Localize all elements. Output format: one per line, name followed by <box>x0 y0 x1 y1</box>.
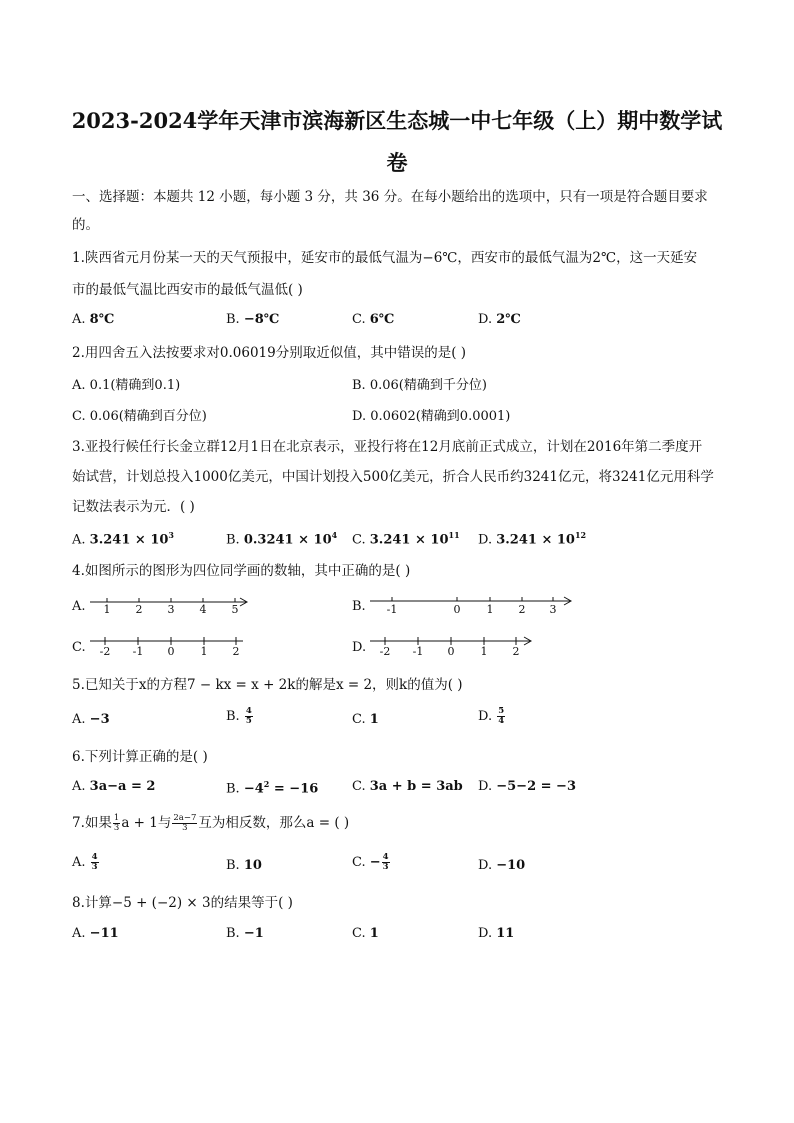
q3-option-d: D. $3.241 \times 10^{12}$ <box>478 530 587 548</box>
section-header-line-2: 的。 <box>72 217 99 233</box>
q4-number-line-d <box>368 634 538 664</box>
q4-number-line-b <box>368 592 578 622</box>
fraction: $\frac{1}{3}$ <box>113 813 120 833</box>
q3-option-a: A. $3.241 \times 10^3$ <box>72 530 174 548</box>
tick-label: 0 <box>447 645 455 658</box>
tick-label: 2 <box>518 603 526 616</box>
question-1-line-2: 市的最低气温比西安市的最低气温低( ) <box>72 282 303 298</box>
q7-option-b: B. 10 <box>226 858 262 873</box>
title-line-2: 卷 <box>386 150 408 175</box>
question-3-line-2: 始试营，计划总投入1000亿美元，中国计划投入500亿美元，折合人民币约3241亿元，将3241亿元用科学 <box>72 469 714 485</box>
tick-label: 1 <box>480 645 488 658</box>
tick-label: 1 <box>103 603 111 616</box>
q7-option-c: C. − $\frac{4}{3}$ <box>352 852 389 872</box>
page-title <box>60 100 734 184</box>
q3-option-b: B. $0.3241 \times 10^4$ <box>226 530 338 548</box>
q2-option-c: C. 0.06(精确到百分位) <box>72 409 207 424</box>
tick-label: 4 <box>199 603 207 616</box>
q6-option-d: D. −5−2 = −3 <box>478 779 576 794</box>
question-3-line-3: 记数法表示为元．( ) <box>72 499 195 515</box>
q6-option-a: A. 3a−a = 2 <box>72 779 156 794</box>
tick-label: -1 <box>412 645 424 658</box>
tick-label: -1 <box>132 645 144 658</box>
q2-option-b: B. 0.06(精确到千分位) <box>352 378 487 393</box>
question-8-line-1: 8.计算−5 + (−2) × 3的结果等于( ) <box>72 895 293 911</box>
tick-label: 1 <box>486 603 494 616</box>
q6-option-c: C. 3a + b = 3ab <box>352 779 463 794</box>
tick-label: 0 <box>167 645 175 658</box>
q8-option-a: A. −11 <box>72 926 119 941</box>
question-6-line-1: 6.下列计算正确的是( ) <box>72 749 208 765</box>
fraction: $\frac{4}{3}$ <box>91 852 98 872</box>
question-7-line-1: 7.如果 $\frac{1}{3}$ a + 1与 $\frac{2a-7}{3}$ 互为相反数，那么a = ( ) <box>72 813 350 833</box>
tick-label: -1 <box>386 603 398 616</box>
q4-option-b-label: B. <box>352 599 366 614</box>
tick-label: 2 <box>232 645 240 658</box>
question-2-line-1: 2.用四舍五入法按要求对0.06019分别取近似值，其中错误的是( ) <box>72 345 467 361</box>
q4-option-a-label: A. <box>72 599 86 614</box>
fraction: $\frac{5}{4}$ <box>498 706 505 726</box>
tick-label: 2 <box>135 603 143 616</box>
q5-option-b: B. $\frac{4}{5}$ <box>226 706 252 726</box>
q3-option-c: C. $3.241 \times 10^{11}$ <box>352 530 460 548</box>
q1-option-a: A. 8℃ <box>72 312 115 327</box>
q8-option-b: B. −1 <box>226 926 264 941</box>
q4-option-c-label: C. <box>72 640 86 655</box>
tick-label: -2 <box>99 645 111 658</box>
q8-option-d: D. 11 <box>478 926 515 941</box>
q1-option-d: D. 2℃ <box>478 312 521 327</box>
section-header-line-1: 一、选择题：本题共 12 小题，每小题 3 分，共 36 分。在每小题给出的选项中，只有一项是符合题目要求 <box>72 189 708 205</box>
q7-option-a: A. $\frac{4}{3}$ <box>72 852 98 872</box>
tick-label: 3 <box>549 603 557 616</box>
q2-option-a: A. 0.1(精确到0.1) <box>72 378 181 393</box>
question-4-line-1: 4.如图所示的图形为四位同学画的数轴，其中正确的是( ) <box>72 563 411 579</box>
q4-option-d-label: D. <box>352 640 367 655</box>
fraction: $\frac{2a-7}{3}$ <box>173 813 197 833</box>
tick-label: 1 <box>200 645 208 658</box>
q7-option-d: D. −10 <box>478 858 526 873</box>
q8-option-c: C. 1 <box>352 926 379 941</box>
q1-option-c: C. 6℃ <box>352 312 395 327</box>
question-1-line-1: 1.陕西省元月份某一天的天气预报中，延安市的最低气温为−6℃，西安市的最低气温为2℃，这一天延安 <box>72 250 698 266</box>
tick-label: 0 <box>453 603 461 616</box>
fraction: $\frac{4}{5}$ <box>245 706 252 726</box>
q5-option-c: C. 1 <box>352 712 379 727</box>
q4-number-line-c <box>88 634 248 664</box>
q5-option-d: D. $\frac{5}{4}$ <box>478 706 505 726</box>
q1-option-b: B. −8℃ <box>226 312 280 327</box>
q2-option-d: D. 0.0602(精确到0.0001) <box>352 409 511 424</box>
tick-label: 2 <box>512 645 520 658</box>
question-5-line-1: 5.已知关于x的方程7 − kx = x + 2k的解是x = 2，则k的值为( ) <box>72 677 463 693</box>
question-3-line-1: 3.亚投行候任行长金立群12月1日在北京表示，亚投行将在12月底前正式成立，计划在2016年第二季度开 <box>72 439 703 455</box>
title-line-1: 2023-2024学年天津市滨海新区生态城一中七年级（上）期中数学试 <box>71 108 723 133</box>
q5-option-a: A. −3 <box>72 712 110 727</box>
tick-label: 3 <box>167 603 175 616</box>
q4-number-line-a <box>88 592 253 622</box>
q6-option-b: B. $-4^2 = -16$ <box>226 779 319 797</box>
tick-label: -2 <box>379 645 391 658</box>
fraction: $\frac{4}{3}$ <box>382 852 389 872</box>
tick-label: 5 <box>231 603 239 616</box>
